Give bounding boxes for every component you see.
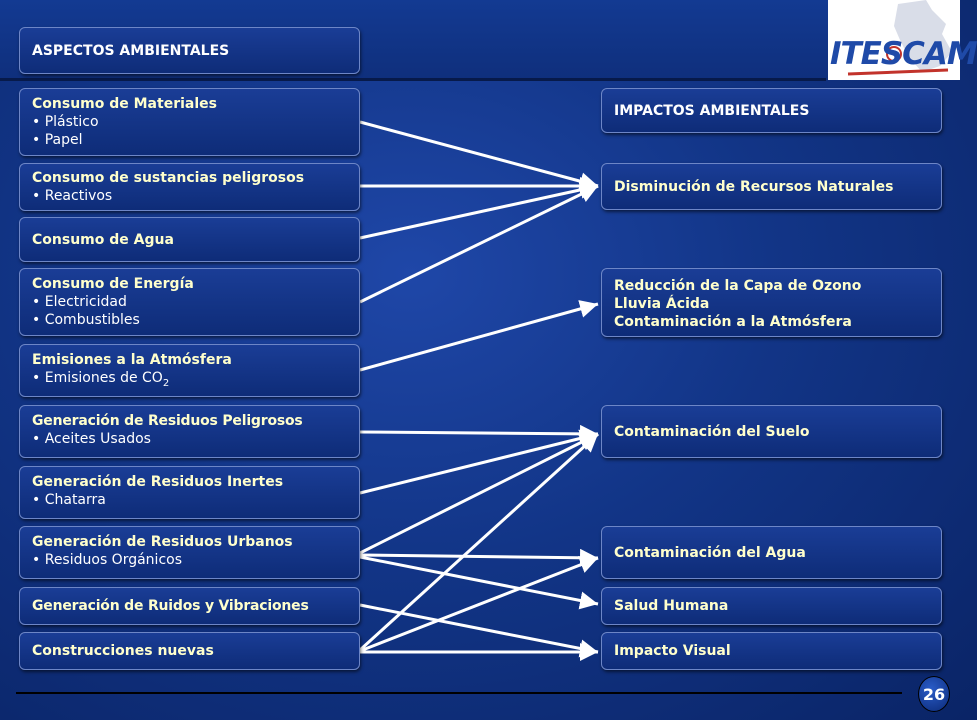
aspects-header-box — [19, 27, 360, 74]
aspect-box-residuos-inertes — [19, 466, 360, 519]
aspect-box-materiales — [19, 88, 360, 156]
aspect-title: Consumo de Agua — [32, 231, 174, 248]
aspect-title: Construcciones nuevas — [32, 643, 214, 659]
aspect-box-residuos-peligrosos — [19, 405, 360, 458]
page-number: 26 — [922, 684, 946, 704]
aspect-bullet — [32, 369, 347, 393]
aspect-box-construcciones — [19, 632, 360, 670]
aspect-bullet: • Papel — [32, 131, 347, 149]
impact-title: Contaminación del Suelo — [614, 423, 810, 440]
connection-line — [360, 186, 598, 302]
co2-subscript: 2 — [162, 377, 170, 389]
aspect-title: Generación de Residuos Inertes — [32, 474, 284, 490]
impact-box-visual — [601, 632, 942, 670]
connection-line — [360, 122, 598, 186]
impact-title: Contaminación a la Atmósfera — [614, 314, 852, 330]
impact-title: Impacto Visual — [614, 643, 731, 659]
aspect-box-energia — [19, 268, 360, 336]
aspect-title: Generación de Residuos Peligrosos — [32, 413, 303, 429]
page-number-badge — [918, 676, 950, 712]
aspect-box-sustancias — [19, 163, 360, 211]
footer-divider — [16, 692, 902, 694]
aspect-bullet: • Combustibles — [32, 311, 347, 329]
connection-line — [360, 186, 598, 238]
aspect-box-emisiones — [19, 344, 360, 397]
connection-line — [360, 558, 598, 651]
connection-line — [360, 557, 598, 604]
impacts-header-box — [601, 88, 942, 133]
aspect-bullet: • Aceites Usados — [32, 430, 347, 448]
aspect-title: Consumo de Energía — [32, 276, 194, 292]
aspect-title: Consumo de Materiales — [32, 96, 217, 112]
connection-line — [360, 434, 598, 650]
impact-box-suelo — [601, 405, 942, 458]
connection-line — [360, 605, 598, 652]
impact-box-salud — [601, 587, 942, 625]
aspect-bullet: • Reactivos — [32, 187, 347, 205]
impact-title: IMPACTOS AMBIENTALES — [614, 102, 810, 119]
impact-title: Lluvia Ácida — [614, 296, 710, 312]
aspect-bullet: • Chatarra — [32, 491, 347, 509]
impact-title: Reducción de la Capa de Ozono — [614, 278, 862, 294]
aspect-title: Emisiones a la Atmósfera — [32, 352, 232, 368]
aspect-bullet: • Plástico — [32, 113, 347, 131]
connection-line — [360, 432, 598, 434]
aspect-box-agua — [19, 217, 360, 262]
aspect-bullet: • Residuos Orgánicos — [32, 551, 347, 569]
connection-line — [360, 555, 598, 558]
impact-box-recursos — [601, 163, 942, 210]
impact-title: Salud Humana — [614, 598, 729, 614]
connection-line — [360, 434, 598, 493]
connection-line — [360, 434, 598, 553]
connection-line — [360, 304, 598, 370]
impact-box-atmosfera — [601, 268, 942, 337]
aspect-title: Consumo de sustancias peligrosos — [32, 170, 305, 186]
co2-text: Emisiones de CO — [44, 370, 163, 386]
aspect-title: Generación de Residuos Urbanos — [32, 534, 293, 550]
impact-title: Disminución de Recursos Naturales — [614, 178, 894, 195]
impact-title: Contaminación del Agua — [614, 544, 806, 561]
aspects-header-label: ASPECTOS AMBIENTALES — [32, 42, 230, 59]
aspect-bullet: • Electricidad — [32, 293, 347, 311]
impact-box-agua — [601, 526, 942, 579]
aspect-box-ruidos — [19, 587, 360, 625]
logo-text: ITESCAM — [830, 36, 977, 72]
aspect-title: Generación de Ruidos y Vibraciones — [32, 598, 309, 614]
aspect-box-residuos-urbanos — [19, 526, 360, 579]
